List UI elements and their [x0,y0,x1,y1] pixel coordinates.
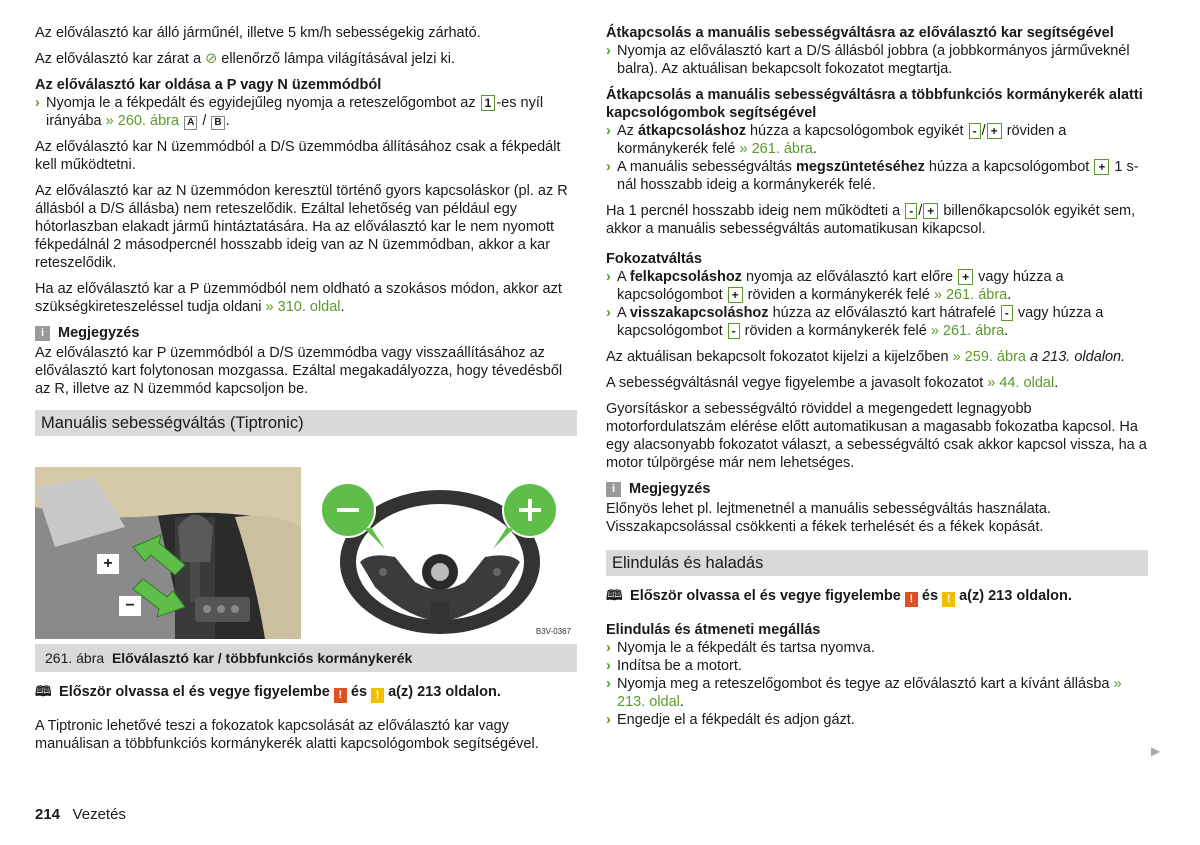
caution-icon: ! [371,688,384,703]
subheading: Átkapcsolás a manuális sebességváltásra az előválasztó kar segítségével [606,25,1114,41]
paragraph: Az előválasztó kar N üzemmódból a D/S üzemmódba állításához csak a fékpedált kell működtetni. [35,139,561,173]
list-item: › Az átkapcsoláshoz húzza a kapcsológombok egyikét - / + röviden a kormánykerék felé » 261. ábra. [606,123,1067,157]
plus-key: + [1094,159,1109,175]
book-icon: 🕮 [606,587,623,603]
arrow-icon: › [35,95,40,111]
list-item: › Nyomja az előválasztó kart a D/S állásból jobbra (a jobbkormányos járműveknél balra). Az aktuálisan bekapcsolt fokozatot megtartja. [606,43,1130,77]
section-title: Manuális sebességváltás (Tiptronic) [35,410,577,436]
figure-link[interactable]: » 261. ábra [933,287,1008,303]
plus-key: + [923,203,938,219]
list-item: › A felkapcsoláshoz nyomja az előválasztó kart előre + vagy húzza a kapcsológombot + röviden a kormánykerék felé » 261. ábra. [606,269,1064,303]
figure-261 [35,467,577,639]
figure-link[interactable]: » 259. ábra [952,349,1026,365]
list-item: › Engedje el a fékpedált és adjon gázt. [606,712,855,728]
page-footer [35,806,126,823]
subheading: Elindulás és átmeneti megállás [606,622,821,638]
read-first: 🕮 Először olvassa el és vegye figyelembe ! és ! a(z) 213 oldalon. [606,587,1072,605]
plus-key: + [958,269,973,285]
list-item: › A manuális sebességváltás megszüntetéséhez húzza a kapcsológombot + 1 s-nál hosszabb ideig a kormánykerék felé. [606,159,1139,193]
arrow-icon: › [606,305,611,321]
arrow-icon: › [606,43,611,59]
subheading: Fokozatváltás [606,251,702,267]
right-column [606,24,1148,729]
subheading: Átkapcsolás a manuális sebességváltásra a többfunkciós kormánykerék alatti kapcsológombok segítségével [606,87,1143,121]
warning-icon: ! [905,592,918,607]
page-link[interactable]: » 213. oldal [617,676,1122,710]
continue-arrow-icon: ▶ [1151,744,1161,758]
list-item: › Nyomja le a fékpedált és tartsa nyomva. [606,640,875,656]
list-item: › A visszakapcsoláshoz húzza az előválasztó kart hátrafelé - vagy húzza a kapcsológombot - röviden a kormánykerék felé » 261. ábra. [606,305,1104,339]
paragraph: Az aktuálisan bekapcsolt fokozatot kijelzi a kijelzőben » 259. ábra a 213. oldalon. [606,349,1126,365]
subheading: Az előválasztó kar oldása a P vagy N üzemmódból [35,77,382,93]
paragraph: Gyorsításkor a sebességváltó röviddel a megengedett legnagyobb motorfordulatszám elérése előtt automatikusan a magasabb fokozatba kapcsol. Ha egy alacsonyabb fokozatot választ, a sebességváltó csak akkor kapcsol vissza, ha a motor túlpörgése már nem lehetséges. [606,401,1147,471]
arrow-icon: › [606,658,611,674]
list-item: › Nyomja le a fékpedált és egyidejűleg nyomja a reteszelőgombot az 1 -es nyíl irányába » 260. ábra A / B . [35,95,544,129]
plus-label: + [97,554,119,574]
note-heading: i Megjegyzés [606,480,1148,498]
minus-key: - [728,323,740,339]
note-text: Előnyös lehet pl. lejtmenetnél a manuális sebességváltás használata. Visszakapcsolással csökkenti a fékek terhelését és a fékek kopását. [606,501,1051,535]
page-link[interactable]: » 44. oldal [987,375,1055,391]
paragraph: A Tiptronic lehetővé teszi a fokozatok kapcsolását az előválasztó kar vagy manuálisan a többfunkciós kormánykerék alatti kapcsológombok segítségével. [35,718,539,752]
figure-link[interactable]: » 261. ábra [930,323,1005,339]
plus-key: + [728,287,743,303]
minus-key: - [1001,305,1013,321]
figure-link[interactable]: » 261. ábra [739,141,813,157]
left-bottom-block [35,682,577,761]
paragraph: Az előválasztó kar zárat a ⊘ ellenőrző lámpa világításával jelzi ki. [35,51,455,67]
lock-indicator-icon: ⊘ [205,51,218,67]
chapter-name: Vezetés [72,806,126,823]
list-item: › Nyomja meg a reteszelőgombot és tegye az előválasztó kart a kívánt állásba » 213. oldal. [606,676,1122,710]
figure-code: B3V-0367 [535,627,571,636]
note-heading: i Megjegyzés [35,324,577,342]
paragraph: Ha az előválasztó kar a P üzemmódból nem oldható a szokásos módon, akkor azt szükségkireteszeléssel tudja oldani » 310. oldal. [35,281,562,315]
arrow-icon: › [606,269,611,285]
left-column [35,24,577,436]
figure-caption: 261. ábra Előválasztó kar / többfunkciós kormánykerék [35,644,577,672]
minus-label: − [119,596,141,616]
minus-key: - [969,123,981,139]
note-text: Az előválasztó kar P üzemmódból a D/S üzemmódba vagy visszaállításához az előválasztó kart folytonosan mozgassa. Ezáltal megakadályozza, hogy tévedésből az R, illetve az N üzemmód kapcsoljon be. [35,345,563,397]
paragraph: Az előválasztó kar az N üzemmódon keresztül történő gyors kapcsoláskor (pl. az R állásból a D/S állásba) nem reteszelődik. Ezáltal lehetőség van például egy hótorlaszban elakadt jármű hintáztatására. Ha az előválasztó kar le nem nyomott fékpedálnál 2 másodpercnél hosszabb ideig van az N üzemmódban, akkor a kar reteszelődik. [35,183,568,271]
paragraph: Ha 1 percnél hosszabb ideig nem működteti a - / + billenőkapcsolók egyikét sem, akkor a manuális sebességváltás automatikusan kikapcsol. [606,203,1136,237]
book-icon: 🕮 [35,683,52,699]
key-box: 1 [481,95,496,111]
info-icon: i [606,482,621,497]
list-item: › Indítsa be a motort. [606,658,742,674]
warning-icon: ! [334,688,347,703]
arrow-icon: › [606,712,611,728]
figure-link[interactable]: » 260. ábra [105,113,180,129]
page-number: 214 [35,806,61,823]
arrow-icon: › [606,159,611,175]
read-first: 🕮 Először olvassa el és vegye figyelembe ! és ! a(z) 213 oldalon. [35,683,501,701]
caution-icon: ! [942,592,955,607]
figure-illustration [35,467,577,639]
minus-key: - [905,203,917,219]
arrow-icon: › [606,640,611,656]
plus-key: + [987,123,1002,139]
page-link[interactable]: » 310. oldal [265,299,341,315]
info-icon: i [35,326,50,341]
section-title: Elindulás és haladás [606,550,1148,576]
arrow-icon: › [606,123,611,139]
paragraph: Az előválasztó kar álló járműnél, illetve 5 km/h sebességekig zárható. [35,25,481,41]
arrow-icon: › [606,676,611,692]
paragraph: A sebességváltásnál vegye figyelembe a javasolt fokozatot » 44. oldal. [606,375,1059,391]
